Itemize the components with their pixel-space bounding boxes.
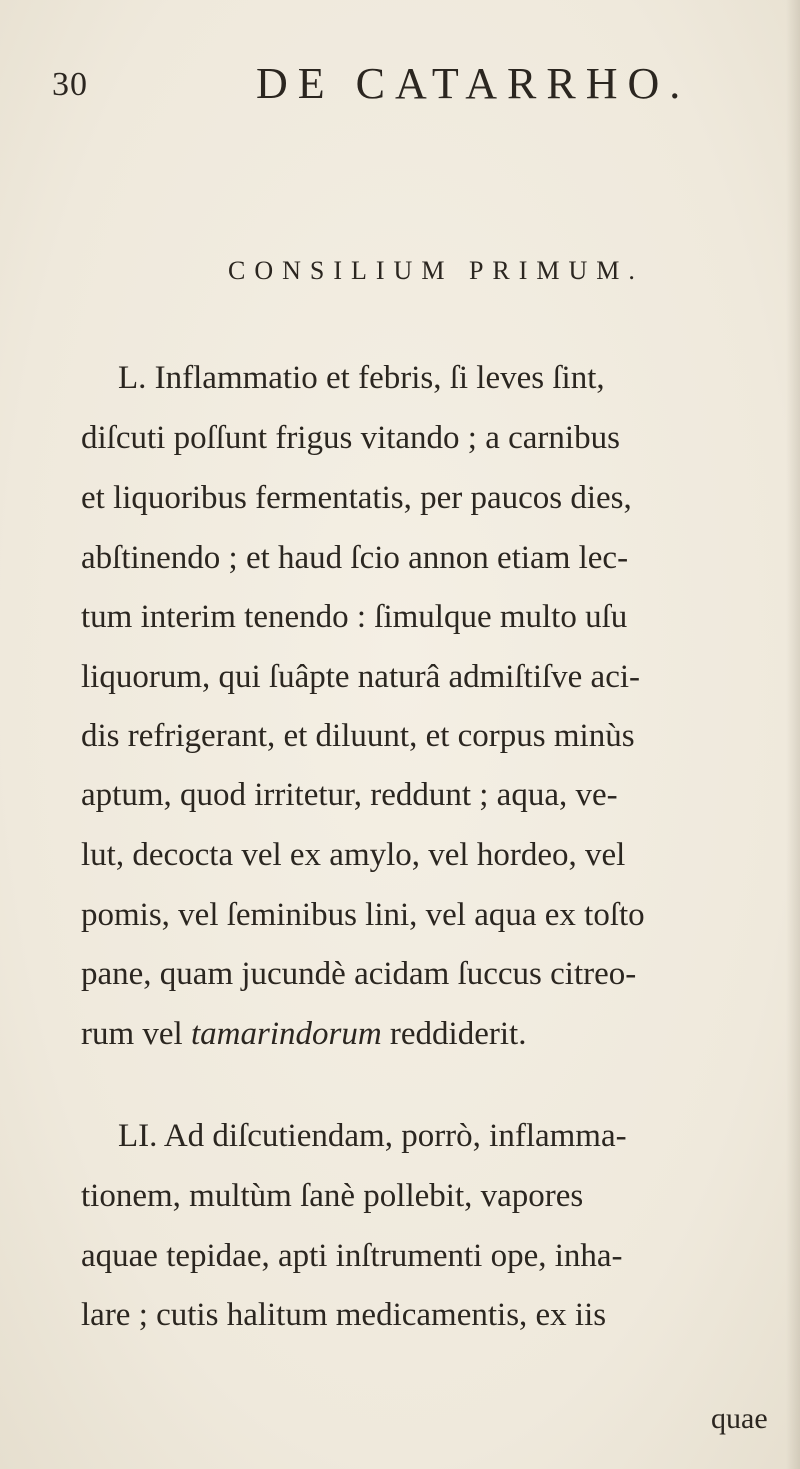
page-number: 30 (52, 66, 88, 103)
text-line: abſtinendo ; et haud ſcio annon etiam lec- (81, 540, 629, 576)
text-line: tum interim tenendo : ſimulque multo uſu (81, 599, 628, 635)
text-line: tionem, multùm ſanè pollebit, vapores (81, 1178, 584, 1214)
page-edge-shadow (786, 0, 800, 1469)
running-title: DE CATARRHO. (256, 59, 691, 108)
text-line-last (81, 1014, 526, 1054)
text-line: lare ; cutis halitum medicamentis, ex iis (81, 1297, 607, 1333)
italic-term: tamarindorum (190, 1016, 382, 1052)
text-segment: reddiderit. (381, 1016, 527, 1052)
text-line: et liquoribus fermentatis, per paucos dies, (81, 480, 632, 516)
text-line: liquorum, qui ſuâpte naturâ admiſtiſve aci- (81, 659, 641, 695)
text-line: L. Inflammatio et febris, ſi leves ſint, (118, 360, 605, 396)
text-line: aquae tepidae, apti inſtrumenti ope, inha- (81, 1238, 623, 1274)
section-heading: CONSILIUM PRIMUM. (228, 256, 644, 285)
text-line: dis refrigerant, et diluunt, et corpus minùs (81, 718, 635, 754)
catchword: quae (711, 1402, 768, 1435)
text-line: pane, quam jucundè acidam ſuccus citreo- (81, 956, 637, 992)
text-line: pomis, vel ſeminibus lini, vel aqua ex toſto (81, 897, 645, 933)
text-segment: rum vel (81, 1016, 191, 1052)
running-head (52, 58, 752, 108)
text-line: LI. Ad diſcutiendam, porrò, inflamma- (118, 1118, 627, 1154)
text-line: lut, decocta vel ex amylo, vel hordeo, vel (81, 837, 626, 873)
text-line: aptum, quod irritetur, reddunt ; aqua, ve- (81, 777, 618, 813)
text-line: diſcuti poſſunt frigus vitando ; a carnibus (81, 420, 620, 456)
